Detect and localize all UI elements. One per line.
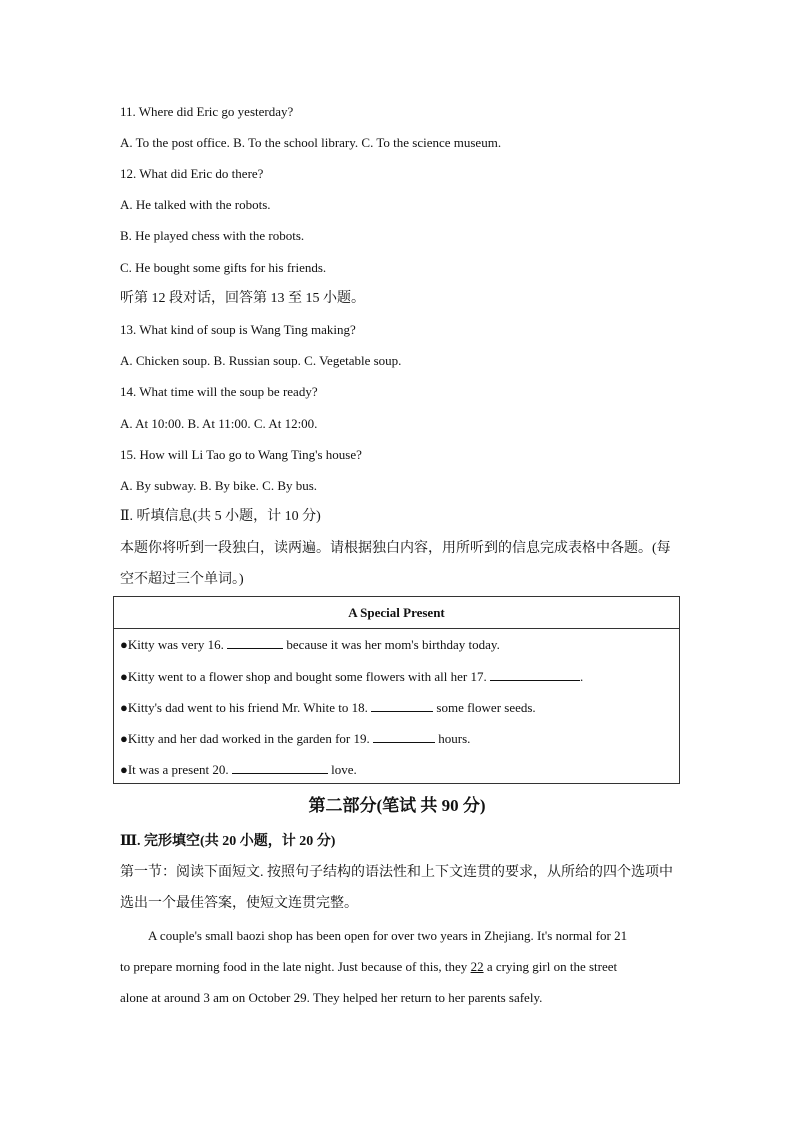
part-2-title: 第二部分(笔试 共 90 分)	[308, 796, 486, 815]
question-15: 15. How will Li Tao go to Wang Ting's house?	[120, 447, 362, 462]
table-row-20: ●It was a present 20. love.	[120, 762, 357, 777]
section-2-instruction-line-1: 本题你将听到一段独白，读两遍。请根据独白内容，用所听到的信息完成表格中各题。(每	[120, 541, 671, 556]
section-2-heading: Ⅱ. 听填信息(共 5 小题，计 10 分)	[120, 509, 321, 524]
question-12-option-b: B. He played chess with the robots.	[120, 228, 305, 243]
question-14-options: A. At 10:00. B. At 11:00. C. At 12:00.	[120, 416, 318, 431]
question-15-options: A. By subway. B. By bike. C. By bus.	[120, 478, 318, 493]
table-row-17: ●Kitty went to a flower shop and bought some flowers with all her 17. .	[120, 669, 584, 684]
table-row-19: ●Kitty and her dad worked in the garden for 19. hours.	[120, 731, 471, 746]
question-13-options: A. Chicken soup. B. Russian soup. C. Vegetable soup.	[120, 353, 402, 368]
table-row-16: ●Kitty was very 16. because it was her mom's birthday today.	[120, 637, 500, 652]
passage-line-2: to prepare morning food in the late night. Just because of this, they 22 a crying girl on the street	[120, 959, 618, 974]
passage-line-3: alone at around 3 am on October 29. They helped her return to her parents safely.	[120, 990, 543, 1005]
blank-22: 22	[470, 959, 484, 974]
section-3-heading: Ⅲ. 完形填空(共 20 小题，计 20 分)	[120, 834, 336, 849]
question-12-option-c: C. He bought some gifts for his friends.	[120, 260, 327, 275]
blank-19[interactable]	[373, 730, 435, 743]
special-present-table	[113, 596, 680, 784]
blank-16[interactable]	[227, 636, 283, 649]
blank-17[interactable]	[490, 668, 580, 681]
question-13: 13. What kind of soup is Wang Ting making?	[120, 322, 356, 337]
section-3-instruction-line-2: 选出一个最佳答案，使短文连贯完整。	[120, 896, 358, 911]
table-row-18: ●Kitty's dad went to his friend Mr. White to 18. some flower seeds.	[120, 700, 536, 715]
question-11-options: A. To the post office. B. To the school library. C. To the science museum.	[120, 135, 502, 150]
passage-line-1: A couple's small baozi shop has been open for over two years in Zhejiang. It's normal for 21	[148, 928, 628, 943]
question-12-option-a: A. He talked with the robots.	[120, 197, 271, 212]
dialog-12-instruction: 听第 12 段对话，回答第 13 至 15 小题。	[120, 291, 365, 306]
question-14: 14. What time will the soup be ready?	[120, 384, 318, 399]
question-11: 11. Where did Eric go yesterday?	[120, 104, 294, 119]
table-title: A Special Present	[114, 597, 679, 629]
blank-20[interactable]	[232, 761, 328, 774]
blank-18[interactable]	[371, 699, 433, 712]
section-3-instruction-line-1: 第一节：阅读下面短文. 按照句子结构的语法性和上下文连贯的要求，从所给的四个选项中	[120, 865, 673, 880]
section-2-instruction-line-2: 空不超过三个单词。)	[120, 572, 244, 587]
question-12: 12. What did Eric do there?	[120, 166, 264, 181]
